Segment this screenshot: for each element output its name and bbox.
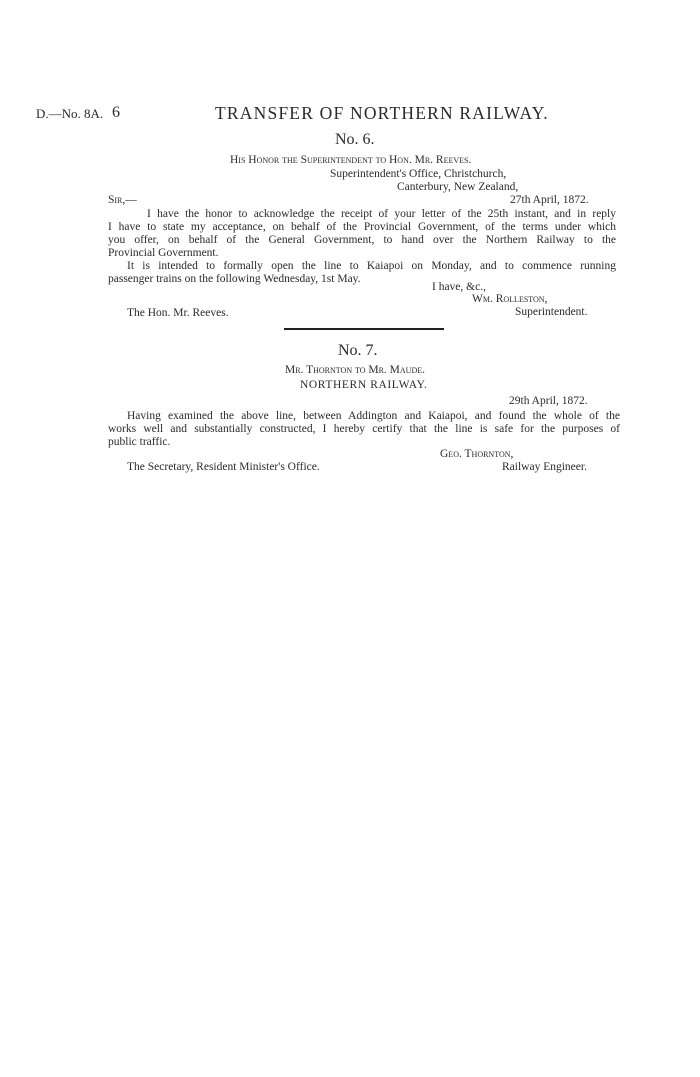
page-number: 6 — [112, 104, 120, 121]
letter-7-body-line: Having examined the above line, between Addington and Kaiapoi, and found the whole of the — [127, 410, 620, 422]
letter-7-body-line: works well and substantially constructed, I hereby certify that the line is safe for the purposes of — [108, 423, 620, 435]
letter-7-body-line: public traffic. — [108, 436, 171, 448]
page-title: TRANSFER OF NORTHERN RAILWAY. — [215, 103, 549, 123]
letter-6-body-line: you offer, on behalf of the General Government, to hand over the Northern Railway to the — [108, 234, 616, 246]
letter-7-route: Mr. Thornton to Mr. Maude. — [285, 364, 425, 376]
letter-6-route: His Honor the Superintendent to Hon. Mr. Reeves. — [230, 154, 472, 166]
letter-6-body-line: passenger trains on the following Wednesday, 1st May. — [108, 273, 361, 285]
document-reference: D.—No. 8A. — [36, 106, 104, 121]
letter-7-subject: NORTHERN RAILWAY. — [300, 379, 428, 391]
letter-7-addressee: The Secretary, Resident Minister's Office. — [127, 461, 320, 473]
letter-6-body-line: I have to state my acceptance, on behalf of the Provincial Government, of the terms under which — [108, 221, 616, 233]
letter-6-signature-title: Superintendent. — [515, 306, 588, 318]
letter-6-date: 27th April, 1872. — [510, 194, 589, 206]
letter-7-number: No. 7. — [338, 342, 378, 359]
letter-6-address-line-1: Superintendent's Office, Christchurch, — [330, 168, 507, 180]
letter-6-closing: I have, &c., — [432, 281, 486, 293]
letter-6-body-line: Provincial Government. — [108, 247, 219, 259]
letter-6-body-line: It is intended to formally open the line to Kaiapoi on Monday, and to commence running — [127, 260, 616, 272]
letter-6-body-line: I have the honor to acknowledge the receipt of your letter of the 25th instant, and in reply — [147, 208, 616, 220]
letter-7-signature-title: Railway Engineer. — [502, 461, 587, 473]
letter-6-addressee: The Hon. Mr. Reeves. — [127, 307, 229, 319]
letter-6-signature: Wm. Rolleston, — [472, 293, 548, 305]
section-divider — [284, 328, 444, 330]
letter-6-address-line-2: Canterbury, New Zealand, — [397, 181, 519, 193]
letter-7-signature: Geo. Thornton, — [440, 448, 514, 460]
letter-6-salutation: Sir,— — [108, 194, 137, 206]
letter-6-number: No. 6. — [335, 131, 375, 148]
letter-7-date: 29th April, 1872. — [509, 395, 588, 407]
